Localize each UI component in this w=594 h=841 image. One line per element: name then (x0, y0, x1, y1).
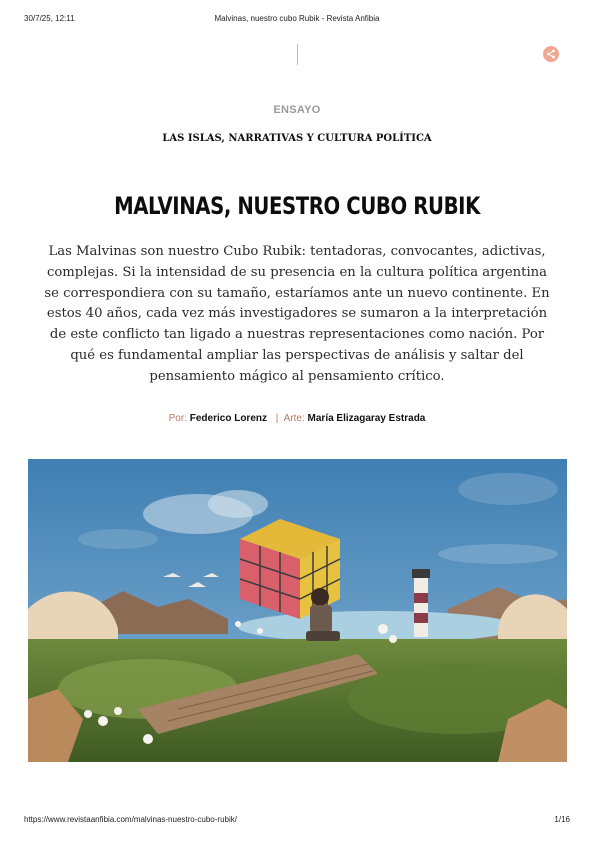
share-button[interactable] (543, 46, 559, 62)
artist-label: Arte: (283, 413, 305, 424)
print-url: https://www.revistaanfibia.com/malvinas-nuestro-cubo-rubik/ (24, 815, 237, 824)
share-icon (546, 49, 556, 59)
print-page-number: 1/16 (554, 815, 570, 824)
print-page-title: Malvinas, nuestro cubo Rubik - Revista Anfibia (214, 14, 380, 23)
article-kicker[interactable]: ENSAYO (273, 104, 321, 116)
author-link[interactable]: Federico Lorenz (189, 413, 267, 424)
print-footer (24, 815, 570, 827)
collage-artwork (28, 459, 567, 762)
hero-illustration (28, 459, 567, 762)
article-byline (0, 413, 594, 424)
author-label: Por: (168, 413, 187, 424)
print-header (24, 14, 570, 26)
artist-link[interactable]: María Elizagaray Estrada (307, 413, 426, 424)
lighthouse (412, 569, 430, 637)
article-section[interactable]: LAS ISLAS, NARRATIVAS Y CULTURA POLÍTICA (162, 133, 432, 144)
byline-separator: | (275, 413, 279, 424)
article-lede: Las Malvinas son nuestro Cubo Rubik: tentadoras, convocantes, adictivas, complejas. Si la intensidad de su presencia en la cultura política argentina se correspondiera con su tamaño, estaríamos ante un nuevo continente. En estos 40 años, cada vez más investigadores se sumaron a la interpretación de este conflicto tan ligado a nuestras representaciones como nación. Por qué es fundamental ampliar las perspectivas de análisis y saltar del pensamiento mágico al pensamiento crítico. (44, 244, 550, 384)
print-datetime: 30/7/25, 12:11 (24, 14, 75, 23)
article-headline: MALVINAS, NUESTRO CUBO RUBIK (114, 192, 480, 220)
header-divider (297, 44, 298, 65)
